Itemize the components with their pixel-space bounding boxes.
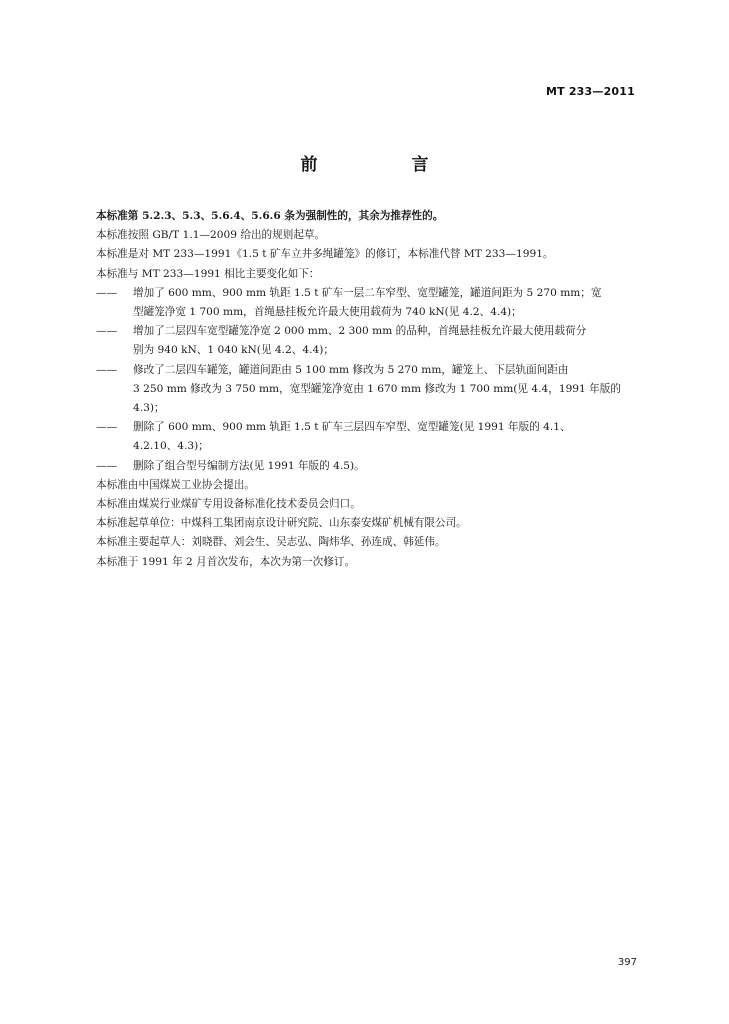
proposer-statement: 本标准由中国煤炭工业协会提出。 (96, 478, 255, 491)
change-item-line: 删除了 600 mm、900 mm 轨距 1.5 t 矿车三层四车窄型、宽型罐笼(见 1991 年版的 4.1、 (133, 421, 571, 434)
revision-statement: 本标准是对 MT 233—1991《1.5 t 矿车立井多绳罐笼》的修订，本标准代替 MT 233—1991。 (96, 248, 554, 261)
change-item-line: 3 250 mm 修改为 3 750 mm，宽型罐笼净宽由 1 670 mm 修改为 1 700 mm(见 4.4，1991 年版的 (133, 382, 621, 395)
change-item (96, 284, 642, 322)
publication-history-statement: 本标准于 1991 年 2 月首次发布，本次为第一次修订。 (96, 555, 356, 568)
changes-list (96, 284, 642, 476)
committee-statement: 本标准由煤炭行业煤矿专用设备标准化技术委员会归口。 (96, 498, 361, 511)
drafting-rules-statement: 本标准按照 GB/T 1.1—2009 给出的规则起草。 (96, 229, 326, 242)
change-item-line: 别为 940 kN、1 040 kN(见 4.2、4.4)； (133, 344, 334, 357)
change-item-line: 增加了二层四车宽型罐笼净宽 2 000 mm、2 300 mm 的品种，首绳悬挂板允许最大使用载荷分 (133, 325, 587, 338)
mandatory-clauses-statement: 本标准第 5.2.3、5.3、5.6.4、5.6.6 条为强制性的，其余为推荐性的。 (96, 210, 444, 222)
change-item (96, 322, 642, 360)
standard-code: MT 233—2011 (545, 85, 635, 98)
change-item-line: 4.2.10、4.3)； (133, 440, 209, 453)
change-item-line: 增加了 600 mm、900 mm 轨距 1.5 t 矿车一层二车窄型、宽型罐笼，罐道间距为 5 270 mm；宽 (133, 286, 602, 299)
change-item-line: 4.3)； (133, 402, 165, 415)
dash-marker: —— (96, 421, 118, 434)
page-number: 397 (617, 957, 637, 968)
change-item (96, 457, 642, 476)
drafters-statement: 本标准主要起草人：刘晓群、刘会生、吴志弘、陶炜华、孙连成、韩延伟。 (96, 536, 446, 549)
dash-marker: —— (96, 286, 118, 299)
change-item (96, 418, 642, 456)
change-item-line: 型罐笼净宽 1 700 mm，首绳悬挂板允许最大使用载荷为 740 kN(见 4.2、4.4)； (133, 306, 522, 319)
dash-marker: —— (96, 325, 118, 338)
dash-marker: —— (96, 363, 118, 376)
dash-marker: —— (96, 459, 118, 472)
change-item-line: 修改了二层四车罐笼，罐道间距由 5 100 mm 修改为 5 270 mm，罐笼上、下层轨面间距由 (133, 363, 569, 376)
change-item-line: 删除了组合型号编制方法(见 1991 年版的 4.5)。 (133, 459, 365, 472)
change-item (96, 361, 642, 419)
changes-intro: 本标准与 MT 233—1991 相比主要变化如下： (96, 267, 320, 280)
page-title: 前 言 (300, 155, 473, 175)
drafting-units-statement: 本标准起草单位：中煤科工集团南京设计研究院、山东泰安煤矿机械有限公司。 (96, 517, 467, 530)
foreword-body (96, 207, 642, 572)
